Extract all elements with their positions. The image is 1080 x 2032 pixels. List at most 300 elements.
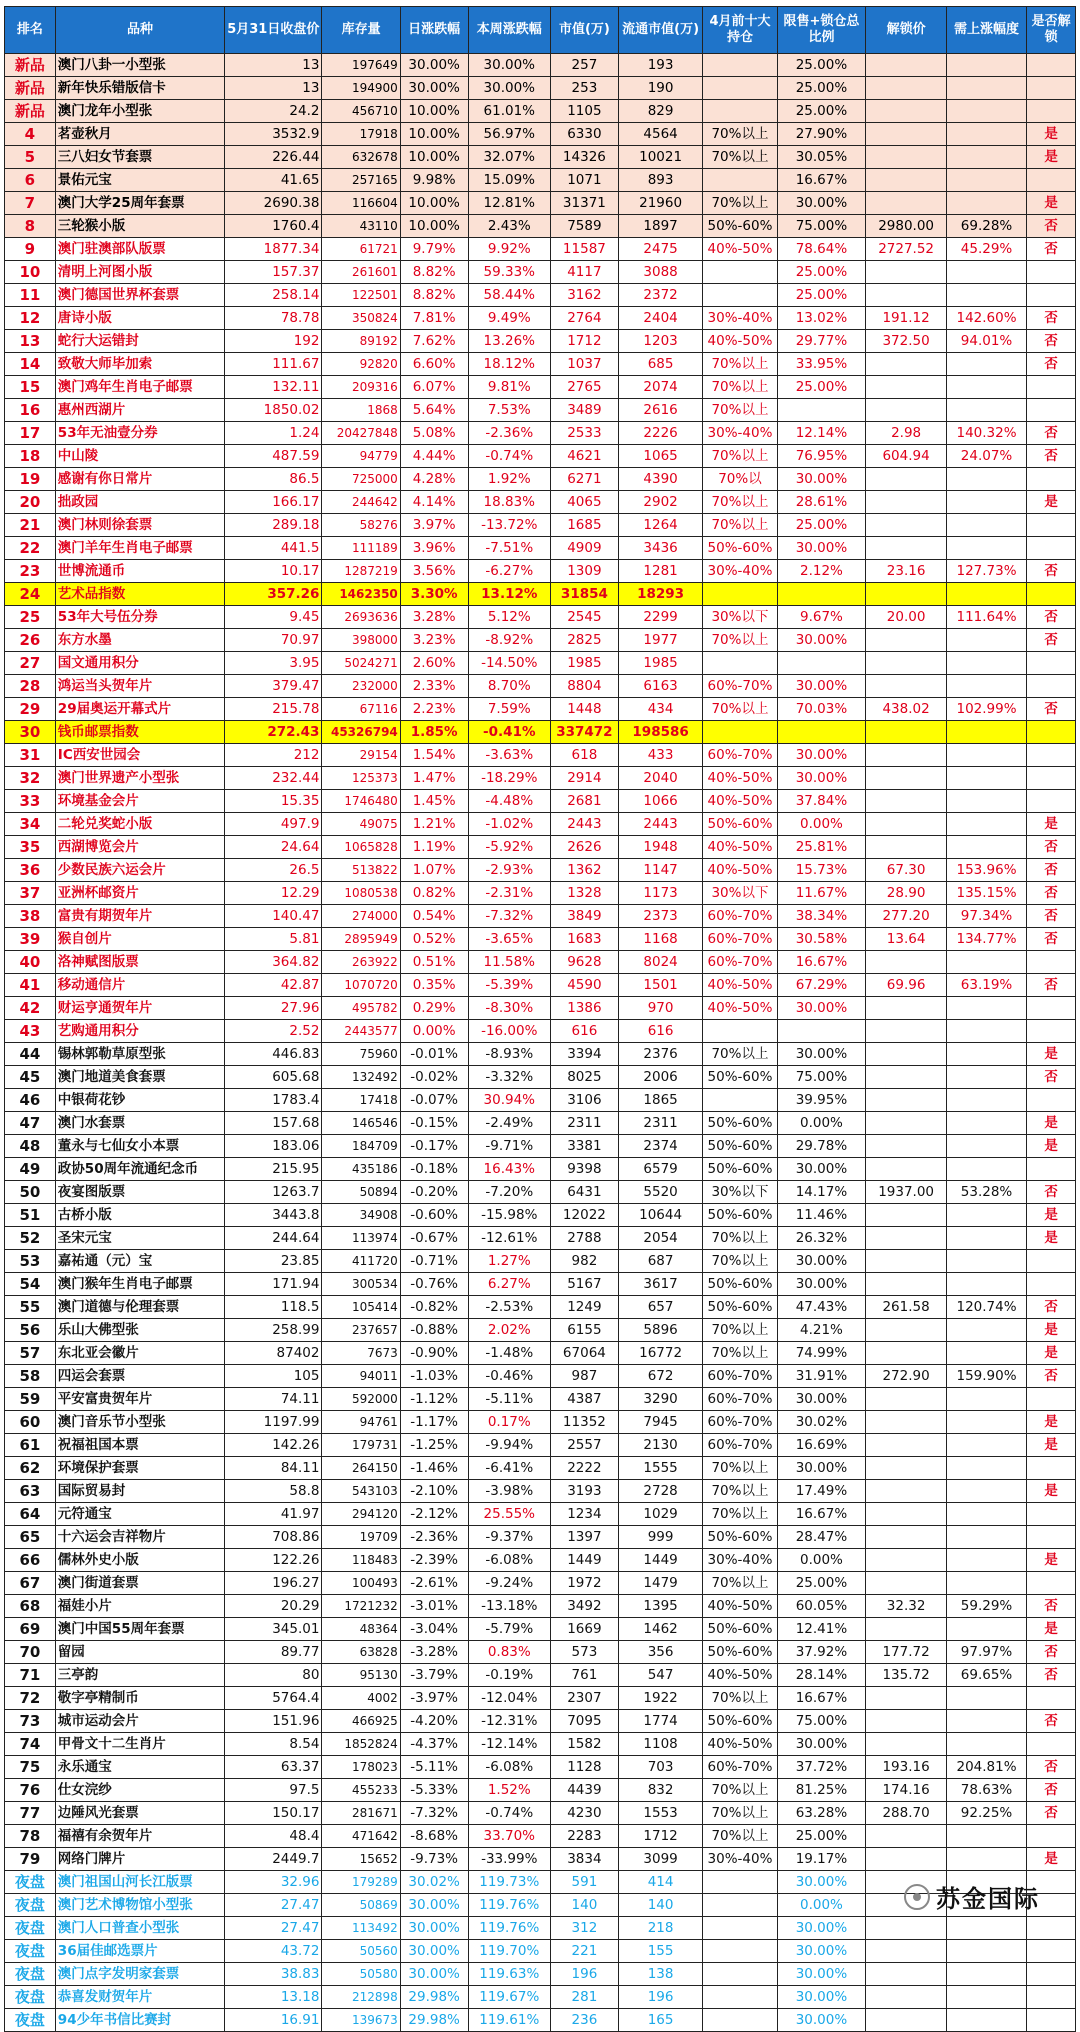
cell-ratio: 19.17% xyxy=(777,1848,866,1871)
table-row xyxy=(5,238,1076,261)
cell-week: 11.58% xyxy=(468,951,551,974)
cell-chk xyxy=(1027,675,1076,698)
cell-week: -12.61% xyxy=(468,1227,551,1250)
cell-price: 84.11 xyxy=(225,1457,322,1480)
cell-unlock xyxy=(866,1848,946,1871)
cell-day: -0.76% xyxy=(400,1273,468,1296)
table-row xyxy=(5,1342,1076,1365)
cell-chk xyxy=(1027,2009,1076,2032)
cell-unlock xyxy=(866,790,946,813)
cell-float: 829 xyxy=(618,100,703,123)
cell-ratio: 30.00% xyxy=(777,537,866,560)
cell-ratio: 12.14% xyxy=(777,422,866,445)
cell-hold: 60%-70% xyxy=(703,928,777,951)
cell-unlock xyxy=(866,813,946,836)
cell-ratio: 60.05% xyxy=(777,1595,866,1618)
cell-week: 13.26% xyxy=(468,330,551,353)
table-row xyxy=(5,169,1076,192)
cell-name: 环境基金会片 xyxy=(55,790,224,813)
table-row xyxy=(5,1710,1076,1733)
cell-day: -2.10% xyxy=(400,1480,468,1503)
cell-price: 9.45 xyxy=(225,606,322,629)
cell-week: 18.12% xyxy=(468,353,551,376)
cell-stock: 178023 xyxy=(322,1756,400,1779)
cell-cap: 12022 xyxy=(551,1204,619,1227)
cell-rank: 44 xyxy=(5,1043,56,1066)
cell-unlock xyxy=(866,376,946,399)
cell-week: 119.76% xyxy=(468,1917,551,1940)
cell-hold xyxy=(703,1963,777,1986)
cell-name: 清明上河图小版 xyxy=(55,261,224,284)
table-row xyxy=(5,629,1076,652)
cell-day: 3.23% xyxy=(400,629,468,652)
cell-hold: 50%-60% xyxy=(703,215,777,238)
cell-unlock: 20.00 xyxy=(866,606,946,629)
cell-cap: 3492 xyxy=(551,1595,619,1618)
cell-cap: 67064 xyxy=(551,1342,619,1365)
cell-chk: 是 xyxy=(1027,1342,1076,1365)
cell-need xyxy=(946,169,1026,192)
cell-cap: 616 xyxy=(551,1020,619,1043)
cell-rank: 77 xyxy=(5,1802,56,1825)
cell-cap: 31854 xyxy=(551,583,619,606)
cell-rank: 6 xyxy=(5,169,56,192)
cell-chk xyxy=(1027,790,1076,813)
cell-chk: 否 xyxy=(1027,1779,1076,1802)
table-row xyxy=(5,192,1076,215)
cell-day: 30.00% xyxy=(400,1940,468,1963)
cell-unlock xyxy=(866,1319,946,1342)
cell-float: 2040 xyxy=(618,767,703,790)
cell-name: 城市运动会片 xyxy=(55,1710,224,1733)
cell-unlock xyxy=(866,1618,946,1641)
cell-ratio: 33.95% xyxy=(777,353,866,376)
cell-chk: 否 xyxy=(1027,1710,1076,1733)
cell-cap: 4590 xyxy=(551,974,619,997)
cell-name: 三八妇女节套票 xyxy=(55,146,224,169)
cell-cap: 1712 xyxy=(551,330,619,353)
cell-cap: 1985 xyxy=(551,652,619,675)
cell-chk xyxy=(1027,997,1076,1020)
cell-ratio: 0.00% xyxy=(777,1549,866,1572)
cell-day: 1.45% xyxy=(400,790,468,813)
cell-ratio: 14.17% xyxy=(777,1181,866,1204)
cell-stock: 495782 xyxy=(322,997,400,1020)
cell-week: -12.14% xyxy=(468,1733,551,1756)
cell-unlock xyxy=(866,2009,946,2032)
cell-ratio: 15.73% xyxy=(777,859,866,882)
cell-day: 1.47% xyxy=(400,767,468,790)
cell-chk xyxy=(1027,1733,1076,1756)
cell-hold xyxy=(703,169,777,192)
cell-float: 4390 xyxy=(618,468,703,491)
cell-stock: 184709 xyxy=(322,1135,400,1158)
cell-cap: 618 xyxy=(551,744,619,767)
cell-stock: 543103 xyxy=(322,1480,400,1503)
cell-name: IC西安世园会 xyxy=(55,744,224,767)
cell-stock: 113974 xyxy=(322,1227,400,1250)
cell-cap: 4065 xyxy=(551,491,619,514)
table-row xyxy=(5,790,1076,813)
cell-chk xyxy=(1027,376,1076,399)
cell-rank: 69 xyxy=(5,1618,56,1641)
cell-unlock xyxy=(866,1112,946,1135)
cell-ratio: 30.00% xyxy=(777,744,866,767)
cell-stock: 105414 xyxy=(322,1296,400,1319)
cell-ratio: 70.03% xyxy=(777,698,866,721)
cell-ratio: 0.00% xyxy=(777,813,866,836)
cell-price: 23.85 xyxy=(225,1250,322,1273)
cell-hold: 30%-40% xyxy=(703,1848,777,1871)
cell-rank: 22 xyxy=(5,537,56,560)
cell-day: 8.82% xyxy=(400,261,468,284)
cell-hold xyxy=(703,652,777,675)
cell-cap: 2311 xyxy=(551,1112,619,1135)
cell-chk: 是 xyxy=(1027,1112,1076,1135)
cell-week: 25.55% xyxy=(468,1503,551,1526)
table-row xyxy=(5,560,1076,583)
cell-hold xyxy=(703,284,777,307)
table-row xyxy=(5,54,1076,77)
cell-stock: 75960 xyxy=(322,1043,400,1066)
cell-stock: 17918 xyxy=(322,123,400,146)
cell-day: 4.14% xyxy=(400,491,468,514)
cell-hold: 50%-60% xyxy=(703,1618,777,1641)
cell-day: -0.82% xyxy=(400,1296,468,1319)
cell-ratio xyxy=(777,721,866,744)
cell-name: 澳门地道美食套票 xyxy=(55,1066,224,1089)
cell-stock: 263922 xyxy=(322,951,400,974)
cell-float: 2728 xyxy=(618,1480,703,1503)
cell-day: -3.79% xyxy=(400,1664,468,1687)
cell-cap: 257 xyxy=(551,54,619,77)
cell-rank: 夜盘 xyxy=(5,1986,56,2009)
cell-name: 古桥小版 xyxy=(55,1204,224,1227)
cell-week: 119.73% xyxy=(468,1871,551,1894)
table-row xyxy=(5,744,1076,767)
cell-rank: 55 xyxy=(5,1296,56,1319)
cell-float: 7945 xyxy=(618,1411,703,1434)
cell-rank: 31 xyxy=(5,744,56,767)
cell-day: -0.90% xyxy=(400,1342,468,1365)
cell-day: 30.00% xyxy=(400,77,468,100)
cell-chk: 否 xyxy=(1027,1802,1076,1825)
cell-name: 53年无油壹分券 xyxy=(55,422,224,445)
cell-rank: 17 xyxy=(5,422,56,445)
cell-float: 3290 xyxy=(618,1388,703,1411)
cell-unlock xyxy=(866,514,946,537)
cell-float: 2404 xyxy=(618,307,703,330)
cell-stock: 435186 xyxy=(322,1158,400,1181)
cell-name: 澳门世界遗产小型张 xyxy=(55,767,224,790)
cell-price: 171.94 xyxy=(225,1273,322,1296)
cell-chk xyxy=(1027,284,1076,307)
cell-price: 80 xyxy=(225,1664,322,1687)
cell-need xyxy=(946,767,1026,790)
cell-name: 中山陵 xyxy=(55,445,224,468)
cell-price: 364.82 xyxy=(225,951,322,974)
cell-price: 215.95 xyxy=(225,1158,322,1181)
cell-unlock: 28.90 xyxy=(866,882,946,905)
cell-price: 78.78 xyxy=(225,307,322,330)
cell-ratio: 30.00% xyxy=(777,2009,866,2032)
cell-stock: 274000 xyxy=(322,905,400,928)
cell-ratio: 11.67% xyxy=(777,882,866,905)
table-row xyxy=(5,951,1076,974)
cell-rank: 47 xyxy=(5,1112,56,1135)
cell-need xyxy=(946,1250,1026,1273)
cell-name: 澳门水套票 xyxy=(55,1112,224,1135)
cell-name: 敬字亭精制币 xyxy=(55,1687,224,1710)
cell-hold: 60%-70% xyxy=(703,675,777,698)
cell-name: 留园 xyxy=(55,1641,224,1664)
cell-cap: 2626 xyxy=(551,836,619,859)
cell-cap: 4439 xyxy=(551,1779,619,1802)
cell-stock: 725000 xyxy=(322,468,400,491)
cell-stock: 95130 xyxy=(322,1664,400,1687)
cell-name: 政协50周年流通纪念币 xyxy=(55,1158,224,1181)
cell-hold: 60%-70% xyxy=(703,905,777,928)
table-row xyxy=(5,123,1076,146)
cell-name: 猴自创片 xyxy=(55,928,224,951)
cell-price: 13.18 xyxy=(225,1986,322,2009)
cell-week: -6.08% xyxy=(468,1756,551,1779)
cell-day: 6.60% xyxy=(400,353,468,376)
cell-ratio: 30.00% xyxy=(777,1940,866,1963)
cell-need xyxy=(946,1112,1026,1135)
cell-float: 190 xyxy=(618,77,703,100)
cell-name: 澳门街道套票 xyxy=(55,1572,224,1595)
cell-ratio: 16.67% xyxy=(777,1687,866,1710)
cell-day: 0.35% xyxy=(400,974,468,997)
cell-ratio: 30.00% xyxy=(777,468,866,491)
cell-name: 仕女浣纱 xyxy=(55,1779,224,1802)
cell-unlock xyxy=(866,77,946,100)
cell-chk xyxy=(1027,1572,1076,1595)
cell-cap: 3394 xyxy=(551,1043,619,1066)
cell-float: 165 xyxy=(618,2009,703,2032)
cell-ratio: 26.32% xyxy=(777,1227,866,1250)
cell-week: -16.00% xyxy=(468,1020,551,1043)
cell-name: 澳门驻澳部队版票 xyxy=(55,238,224,261)
cell-week: 30.00% xyxy=(468,54,551,77)
cell-unlock: 177.72 xyxy=(866,1641,946,1664)
cell-unlock xyxy=(866,1549,946,1572)
cell-need xyxy=(946,1204,1026,1227)
cell-stock: 50560 xyxy=(322,1940,400,1963)
cell-need xyxy=(946,1526,1026,1549)
cell-stock: 94761 xyxy=(322,1411,400,1434)
cell-week: 119.67% xyxy=(468,1986,551,2009)
cell-unlock xyxy=(866,836,946,859)
table-row xyxy=(5,1181,1076,1204)
cell-float: 1479 xyxy=(618,1572,703,1595)
cell-cap: 1397 xyxy=(551,1526,619,1549)
cell-need xyxy=(946,1917,1026,1940)
cell-ratio: 47.43% xyxy=(777,1296,866,1319)
cell-hold xyxy=(703,100,777,123)
cell-unlock: 372.50 xyxy=(866,330,946,353)
cell-need: 153.96% xyxy=(946,859,1026,882)
cell-day: 6.07% xyxy=(400,376,468,399)
cell-name: 十六运会吉祥物片 xyxy=(55,1526,224,1549)
cell-unlock xyxy=(866,1066,946,1089)
cell-rank: 36 xyxy=(5,859,56,882)
cell-float: 1922 xyxy=(618,1687,703,1710)
cell-week: -2.49% xyxy=(468,1112,551,1135)
cell-ratio: 30.58% xyxy=(777,928,866,951)
cell-week: 6.27% xyxy=(468,1273,551,1296)
table-row xyxy=(5,652,1076,675)
table-row xyxy=(5,1158,1076,1181)
cell-stock: 63828 xyxy=(322,1641,400,1664)
cell-float: 1462 xyxy=(618,1618,703,1641)
cell-ratio: 30.00% xyxy=(777,192,866,215)
cell-float: 5520 xyxy=(618,1181,703,1204)
cell-need xyxy=(946,1733,1026,1756)
cell-unlock xyxy=(866,1020,946,1043)
cell-cap: 1249 xyxy=(551,1296,619,1319)
cell-day: 30.00% xyxy=(400,54,468,77)
cell-day: -9.73% xyxy=(400,1848,468,1871)
table-row xyxy=(5,1917,1076,1940)
cell-hold: 50%-60% xyxy=(703,1710,777,1733)
cell-ratio: 38.34% xyxy=(777,905,866,928)
cell-price: 118.5 xyxy=(225,1296,322,1319)
cell-week: 7.59% xyxy=(468,698,551,721)
cell-price: 111.67 xyxy=(225,353,322,376)
cell-unlock xyxy=(866,652,946,675)
cell-unlock xyxy=(866,399,946,422)
cell-need: 142.60% xyxy=(946,307,1026,330)
cell-chk: 否 xyxy=(1027,1664,1076,1687)
cell-rank: 夜盘 xyxy=(5,1940,56,1963)
cell-need xyxy=(946,1411,1026,1434)
cell-chk xyxy=(1027,537,1076,560)
cell-cap: 4387 xyxy=(551,1388,619,1411)
cell-ratio xyxy=(777,1020,866,1043)
cell-hold: 30%-40% xyxy=(703,422,777,445)
cell-price: 2690.38 xyxy=(225,192,322,215)
cell-week: -0.74% xyxy=(468,1802,551,1825)
cell-chk: 否 xyxy=(1027,422,1076,445)
cell-day: -3.01% xyxy=(400,1595,468,1618)
cell-chk xyxy=(1027,1020,1076,1043)
cell-chk: 是 xyxy=(1027,1227,1076,1250)
cell-stock: 294120 xyxy=(322,1503,400,1526)
cell-float: 2902 xyxy=(618,491,703,514)
cell-week: 0.83% xyxy=(468,1641,551,1664)
cell-chk: 是 xyxy=(1027,1135,1076,1158)
cell-stock: 92820 xyxy=(322,353,400,376)
cell-hold: 50%-60% xyxy=(703,1135,777,1158)
cell-price: 24.2 xyxy=(225,100,322,123)
cell-need xyxy=(946,1020,1026,1043)
cell-float: 893 xyxy=(618,169,703,192)
cell-rank: 7 xyxy=(5,192,56,215)
cell-day: 1.21% xyxy=(400,813,468,836)
table-row xyxy=(5,1802,1076,1825)
cell-name: 三亭韵 xyxy=(55,1664,224,1687)
cell-week: -1.48% xyxy=(468,1342,551,1365)
cell-float: 218 xyxy=(618,1917,703,1940)
cell-need xyxy=(946,192,1026,215)
cell-chk xyxy=(1027,1388,1076,1411)
cell-price: 2449.7 xyxy=(225,1848,322,1871)
cell-name: 福禧有余贺年片 xyxy=(55,1825,224,1848)
cell-price: 1760.4 xyxy=(225,215,322,238)
cell-week: 61.01% xyxy=(468,100,551,123)
cell-price: 89.77 xyxy=(225,1641,322,1664)
cell-chk xyxy=(1027,951,1076,974)
cell-hold: 40%-50% xyxy=(703,790,777,813)
table-row xyxy=(5,905,1076,928)
cell-rank: 65 xyxy=(5,1526,56,1549)
cell-week: 1.52% xyxy=(468,1779,551,1802)
cell-price: 86.5 xyxy=(225,468,322,491)
cell-need: 59.29% xyxy=(946,1595,1026,1618)
cell-cap: 337472 xyxy=(551,721,619,744)
cell-need xyxy=(946,1940,1026,1963)
cell-ratio: 30.05% xyxy=(777,146,866,169)
cell-ratio: 25.00% xyxy=(777,1825,866,1848)
cell-stock: 17418 xyxy=(322,1089,400,1112)
cell-float: 970 xyxy=(618,997,703,1020)
cell-need xyxy=(946,468,1026,491)
cell-day: 10.00% xyxy=(400,146,468,169)
cell-price: 13 xyxy=(225,54,322,77)
cell-unlock xyxy=(866,1158,946,1181)
cell-float: 2130 xyxy=(618,1434,703,1457)
cell-price: 87402 xyxy=(225,1342,322,1365)
cell-price: 345.01 xyxy=(225,1618,322,1641)
cell-day: 2.23% xyxy=(400,698,468,721)
header-cell: 5月31日收盘价 xyxy=(225,7,322,54)
cell-chk xyxy=(1027,261,1076,284)
cell-chk: 否 xyxy=(1027,1365,1076,1388)
cell-ratio: 12.41% xyxy=(777,1618,866,1641)
cell-unlock: 23.16 xyxy=(866,560,946,583)
cell-day: -1.25% xyxy=(400,1434,468,1457)
table-row xyxy=(5,767,1076,790)
table-row xyxy=(5,1848,1076,1871)
cell-name: 国文通用积分 xyxy=(55,652,224,675)
cell-cap: 4909 xyxy=(551,537,619,560)
cell-float: 2443 xyxy=(618,813,703,836)
cell-week: 56.97% xyxy=(468,123,551,146)
cell-day: 5.64% xyxy=(400,399,468,422)
cell-hold xyxy=(703,1089,777,1112)
cell-stock: 592000 xyxy=(322,1388,400,1411)
cell-hold: 70%以上 xyxy=(703,1572,777,1595)
cell-price: 289.18 xyxy=(225,514,322,537)
cell-unlock xyxy=(866,1388,946,1411)
cell-rank: 57 xyxy=(5,1342,56,1365)
table-row xyxy=(5,1664,1076,1687)
cell-day: 30.00% xyxy=(400,1894,468,1917)
cell-price: 3532.9 xyxy=(225,123,322,146)
cell-unlock xyxy=(866,1687,946,1710)
cell-unlock xyxy=(866,261,946,284)
cell-ratio: 16.67% xyxy=(777,951,866,974)
cell-unlock xyxy=(866,1204,946,1227)
cell-chk xyxy=(1027,399,1076,422)
cell-stock: 58276 xyxy=(322,514,400,537)
cell-stock: 122501 xyxy=(322,284,400,307)
cell-float: 414 xyxy=(618,1871,703,1894)
cell-hold: 30%以下 xyxy=(703,1181,777,1204)
cell-need xyxy=(946,491,1026,514)
